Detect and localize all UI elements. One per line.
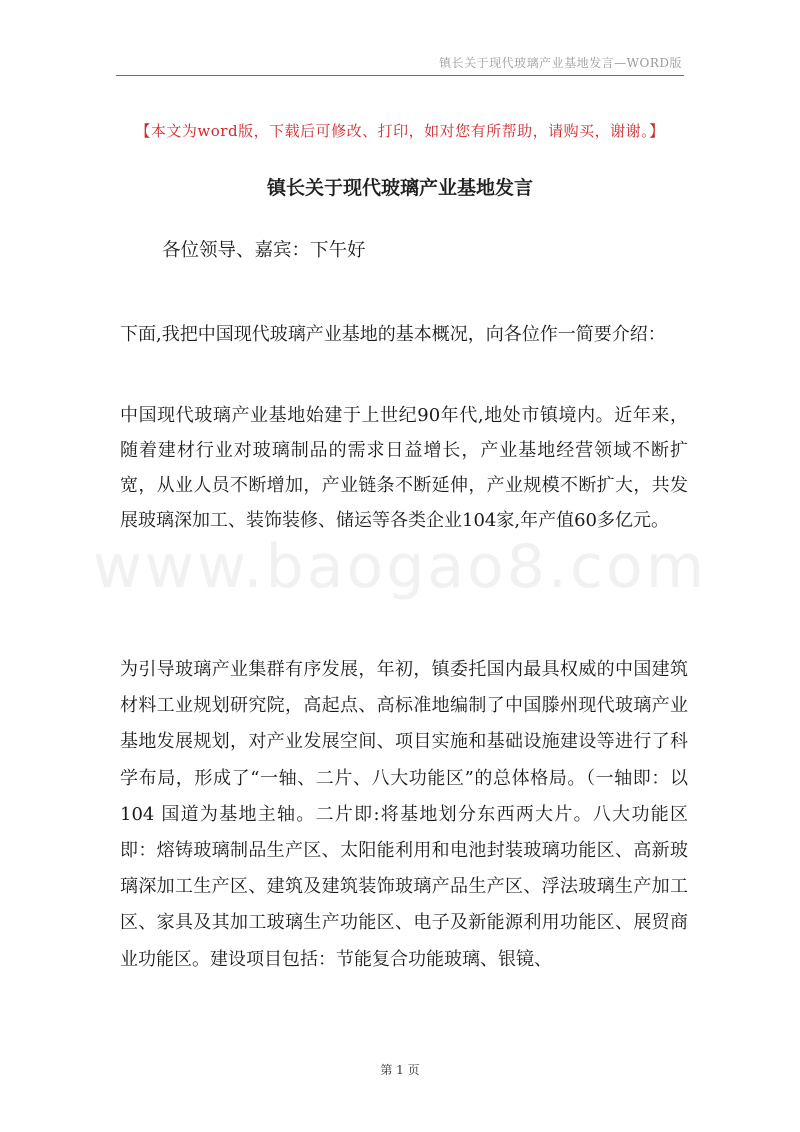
download-notice: 【本文为word版，下载后可修改、打印，如对您有所帮助，请购买，谢谢。】: [135, 122, 665, 140]
document-title: 镇长关于现代玻璃产业基地发言: [266, 177, 533, 199]
running-header: 镇长关于现代玻璃产业基地发言—WORD版: [439, 56, 682, 70]
greeting: 各位领导、嘉宾：下午好: [162, 240, 366, 261]
page-number: 第 1 页: [380, 1063, 420, 1077]
paragraph-overview: 中国现代玻璃产业基地始建于上世纪90年代,地处市镇境内。近年来，随着建材行业对玻璃制品的需求日益增长，产业基地经营领域不断扩宽，从业人员不断增加，产业链条不断延伸，产业规模不断扩大，共发展玻璃深加工、装饰装修、储运等各类企业104家,年产值60多亿元。: [120, 405, 688, 531]
paragraph-intro: 下面,我把中国现代玻璃产业基地的基本概况，向各位作一简要介绍：: [120, 324, 666, 345]
header-rule: [116, 75, 684, 76]
paragraph-planning: 为引导玻璃产业集群有序发展，年初，镇委托国内最具权威的中国建筑材料工业规划研究院，高起点、高标准地编制了中国滕州现代玻璃产业基地发展规划，对产业发展空间、项目实施和基础设施建设等进行了科学布局，形成了“一轴、二片、八大功能区”的总体格局。（一轴即：以 104 国道为基地主轴。二片即:将基地划分东西两大片。八大功能区即：熔铸玻璃制品生产区、太阳能利用和电池封装玻璃功能区、高新玻璃深加工生产区、建筑及建筑装饰玻璃产品生产区、浮法玻璃生产加工区、家具及其加工玻璃生产功能区、电子及新能源利用功能区、展贸商业功能区。建设项目包括：节能复合功能玻璃、银镜、: [120, 659, 688, 970]
watermark: www.baogao8.com: [92, 532, 708, 602]
